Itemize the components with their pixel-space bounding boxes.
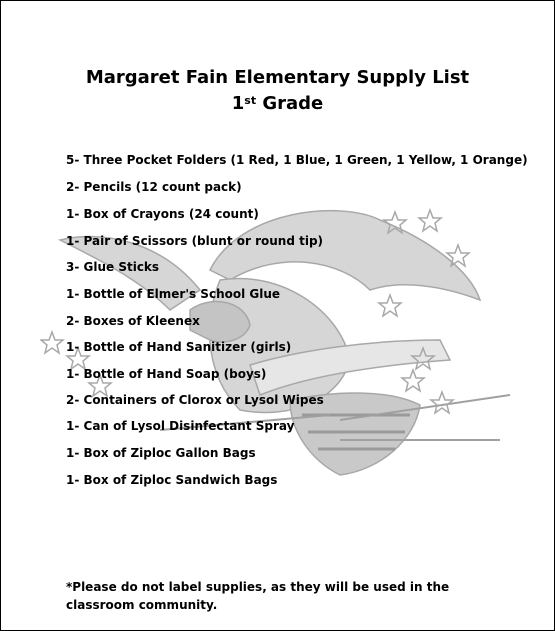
- list-item: 2- Boxes of Kleenex: [66, 314, 200, 328]
- page-title: Margaret Fain Elementary Supply List: [85, 67, 470, 88]
- list-item: 1- Box of Ziploc Sandwich Bags: [66, 473, 278, 487]
- grade-heading: [0, 92, 555, 116]
- list-item: 1- Box of Ziploc Gallon Bags: [66, 446, 256, 460]
- grade-word: Grade: [262, 93, 324, 114]
- list-item: 1- Bottle of Hand Soap (boys): [66, 367, 267, 381]
- grade-suffix: st: [244, 94, 257, 107]
- list-item: 1- Box of Crayons (24 count): [66, 207, 259, 221]
- list-item: 2- Containers of Clorox or Lysol Wipes: [66, 393, 324, 407]
- list-item: 1- Pair of Scissors (blunt or round tip): [66, 234, 324, 248]
- list-item: 5- Three Pocket Folders (1 Red, 1 Blue, 1 Green, 1 Yellow, 1 Orange): [66, 153, 528, 167]
- list-item: 3- Glue Sticks: [66, 260, 160, 274]
- grade-number: 1: [231, 93, 245, 114]
- list-item: 1- Can of Lysol Disinfectant Spray: [66, 419, 295, 433]
- list-item: 1- Bottle of Elmer's School Glue: [66, 287, 281, 301]
- list-item: 2- Pencils (12 count pack): [66, 180, 242, 194]
- list-item: 1- Bottle of Hand Sanitizer (girls): [66, 340, 292, 354]
- supply-note: *Please do not label supplies, as they will be used in the classroom community.: [66, 580, 450, 612]
